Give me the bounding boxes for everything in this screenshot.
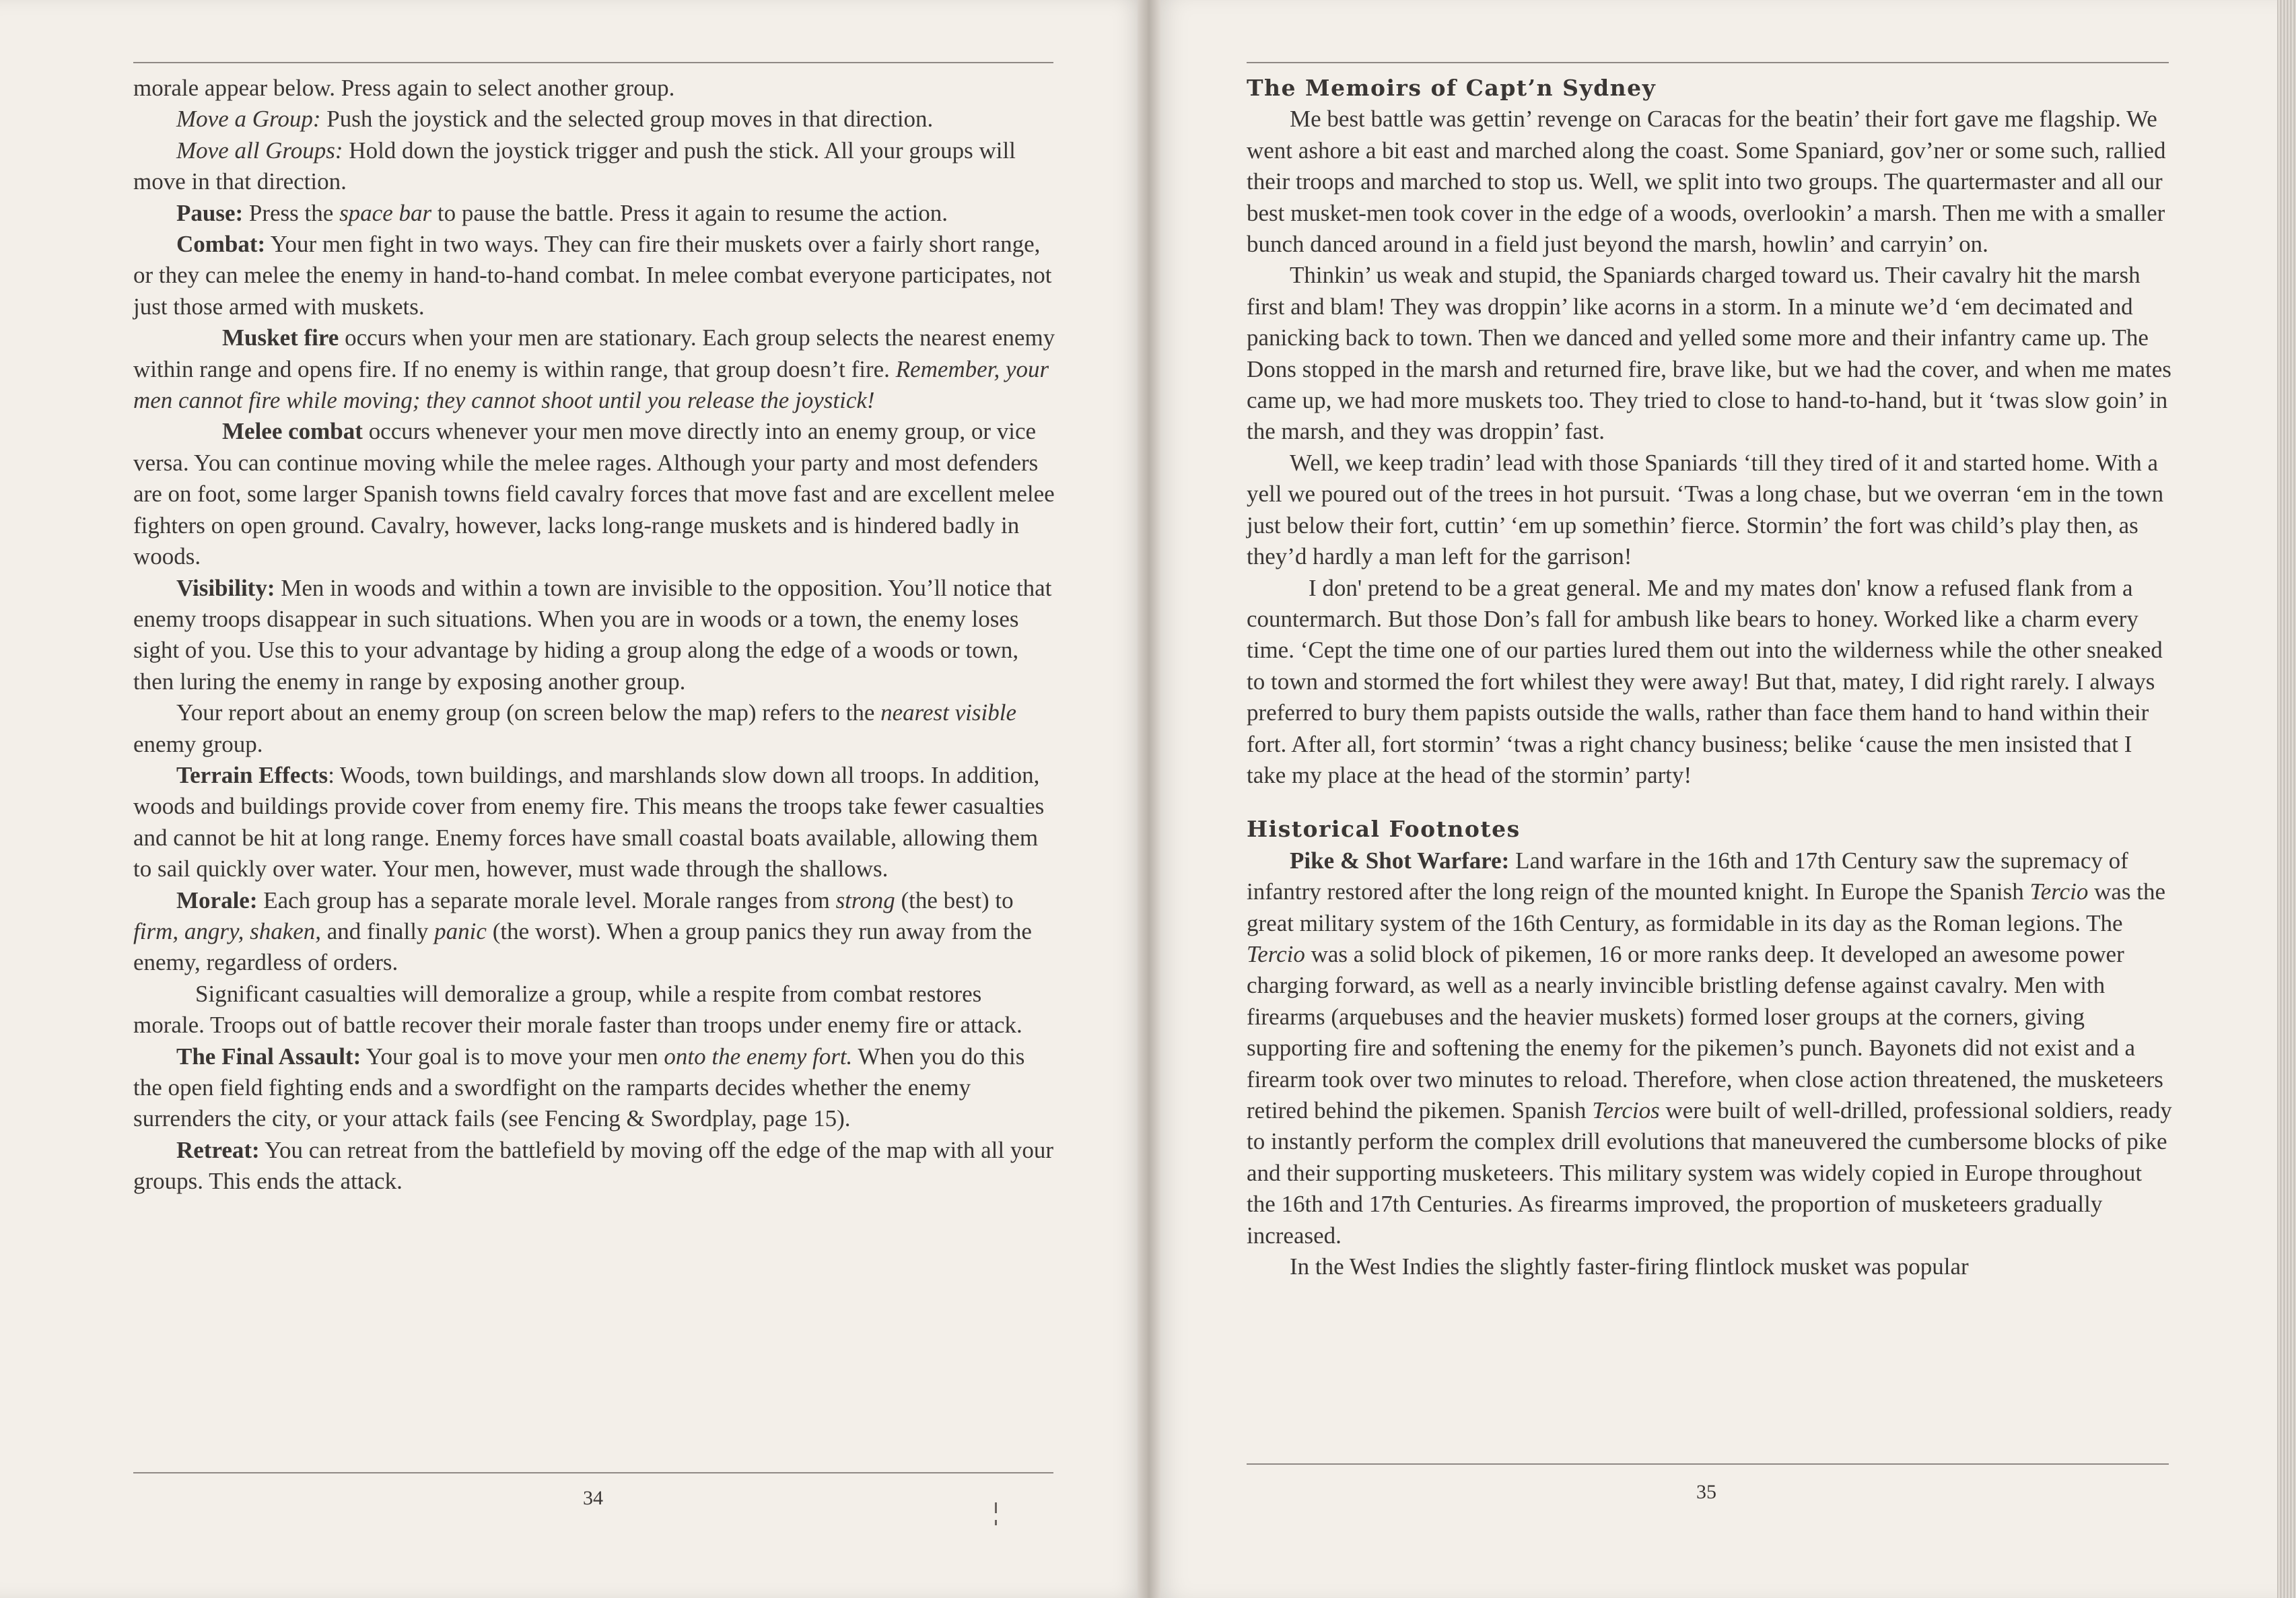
italic-text: Move a Group: <box>176 106 321 133</box>
bold-term: Visibility: <box>176 574 275 601</box>
text-run: enemy group. <box>133 730 263 757</box>
paragraph <box>133 73 1057 104</box>
paragraph <box>1247 104 2174 260</box>
italic-text: Tercio <box>2029 878 2089 905</box>
left-text-column <box>133 73 1057 1197</box>
paragraph <box>133 885 1057 979</box>
paragraph <box>1247 260 2174 447</box>
footnotes-heading: Historical Footnotes <box>1247 816 1521 843</box>
paragraph <box>133 573 1057 698</box>
paragraph <box>133 760 1057 885</box>
italic-text: Move all Groups: <box>176 137 343 164</box>
text-run: Well, we keep tradin’ lead with those Spaniards ‘till they tired of it and started home. With a yell we poured out of the trees in hot pursuit. ‘Twas a long chase, but we overran ‘em in the town just below their fort, cuttin’ ‘em up somethin’ fierce. Stormin’ the fort was child’s play then, as they’d hardly a man left for the garrison! <box>1247 449 2164 570</box>
text-run: : Woods, town buildings, and marshlands slow down all troops. In addition, woods and buildings provide cover from enemy fire. This means the troops take fewer casualties and cannot be hit at long range. Enemy forces have small coastal boats available, allowing them to sail quickly over water. Your men, however, must wade through the shallows. <box>133 761 1045 882</box>
italic-text: onto the enemy fort. <box>664 1043 853 1070</box>
text-run: Press the <box>243 199 340 226</box>
right-bottom-rule <box>1247 1463 2169 1465</box>
bold-term: Morale: <box>176 887 258 913</box>
paragraph <box>133 1135 1057 1197</box>
text-run: Your goal is to move your men <box>361 1043 664 1070</box>
text-run: Hold down the joystick trigger and push the stick. All your groups will move in that direction. <box>133 137 1016 195</box>
footnotes-body <box>1247 845 2174 1283</box>
text-run: Significant casualties will demoralize a group, while a respite from combat restores morale. Troops out of battle recover their morale faster than troops under enemy fire or attack. <box>133 980 1022 1039</box>
page-number-right: 35 <box>1696 1481 1716 1503</box>
paragraph <box>133 1041 1057 1135</box>
paragraph <box>133 697 1057 760</box>
text-run: morale appear below. Press again to select another group. <box>133 75 675 101</box>
text-run: Your men fight in two ways. They can fire their muskets over a fairly short range, or they can melee the enemy in hand-to-hand combat. In melee combat everyone participates, not just those armed with muskets. <box>133 231 1052 320</box>
page-edges <box>2277 0 2296 1598</box>
text-run: Thinkin’ us weak and stupid, the Spaniards charged toward us. Their cavalry hit the marsh first and blam! They was droppin’ like acorns in a storm. In a minute we’d ‘em decimated and panicking back to town. Then we danced and yelled some more and their infantry came up. The Dons stopped in the marsh and returned fire, brave like, but we had the cover, and when me mates came up, we had more muskets too. They tried to close to hand-to-hand, but it ‘twas slow goin’ in the marsh, and they was droppin’ fast. <box>1247 262 2171 445</box>
bold-term: Terrain Effects <box>176 761 328 788</box>
text-run: Push the joystick and the selected group moves in that direction. <box>320 106 934 133</box>
paragraph <box>133 104 1057 135</box>
text-run: was the great military system of the 16th Century, as formidable in its day as the Roman legions. The <box>1247 878 2166 936</box>
right-text-column <box>1247 73 2174 1282</box>
text-run: When you do this the open field fighting ends and a swordfight on the ramparts decides whether the enemy surrenders the city, or your attack fails (see Fencing & Swordplay, page 15). <box>133 1043 1025 1132</box>
text-run: Your report about an enemy group (on screen below the map) refers to the <box>176 699 881 726</box>
bold-term: Retreat: <box>176 1136 260 1163</box>
text-run: Land warfare in the 16th and 17th Century saw the supremacy of infantry restored after the long reign of the mounted knight. In Europe the Spanish <box>1247 847 2128 905</box>
memoir-heading: The Memoirs of Capt’n Sydney <box>1247 75 1657 101</box>
text-run: occurs when your men are stationary. Each group selects the nearest enemy within range and opens fire. If no enemy is within range, that group doesn’t fire. <box>133 324 1055 382</box>
left-top-rule <box>133 62 1053 63</box>
paragraph <box>133 198 1057 229</box>
italic-text: space bar <box>339 199 432 226</box>
italic-text: panic <box>434 917 487 944</box>
paragraph <box>133 979 1057 1041</box>
book-gutter <box>1138 0 1160 1598</box>
bold-term: Pike & Shot Warfare: <box>1290 847 1510 874</box>
text-run: Men in woods and within a town are invisible to the opposition. You’ll notice that enemy troops disappear in such situations. When you are in woods or a town, the enemy loses sight of you. Use this to your advantage by hiding a group along the edge of a woods or town, then luring the enemy in range by exposing another group. <box>133 574 1052 695</box>
italic-text: Tercio <box>1247 940 1305 967</box>
text-run: were built of well-drilled, professional soldiers, ready to instantly perform the complex drill evolutions that maneuvered the cumbersome blocks of pike and their supporting musketeers. This military system was widely copied in Europe throughout the 16th and 17th Centuries. As firearms improved, the proportion of musketeers gradually increased. <box>1247 1097 2172 1249</box>
paragraph <box>133 135 1057 198</box>
paragraph <box>1247 845 2174 1251</box>
text-run: occurs whenever your men move directly into an enemy group, or vice versa. You can continue moving while the melee rages. Although your party and most defenders are on foot, some larger Spanish towns field cavalry forces that move fast and are excellent melee fighters on open ground. Cavalry, however, lacks long-range muskets and is hindered badly in woods. <box>133 418 1055 570</box>
italic-text: Tercios <box>1592 1097 1660 1123</box>
italic-text: Remember, your men cannot fire while moving; they cannot shoot until you release the joystick! <box>133 355 1049 414</box>
text-run: Me best battle was gettin’ revenge on Caracas for the beatin’ their fort gave me flagship. We went ashore a bit east and marched along the coast. Some Spaniard, gov’ner or some such, rallied their troops and marched to stop us. Well, we split into two groups. The quartermaster and all our best musket-men took cover in the edge of a woods, overlookin’ a marsh. Then me with a smaller bunch danced around in a field just beyond the marsh, howlin’ and carryin’ on. <box>1247 106 2166 258</box>
paragraph <box>1247 573 2174 792</box>
bold-term: The Final Assault: <box>176 1043 361 1070</box>
paragraph <box>1247 448 2174 573</box>
italic-text: firm, angry, shaken, <box>133 917 322 944</box>
paragraph <box>133 229 1057 322</box>
stray-mark <box>995 1520 997 1525</box>
text-run: to pause the battle. Press it again to resume the action. <box>431 199 948 226</box>
page-number-left: 34 <box>583 1487 603 1509</box>
text-run: and finally <box>321 917 435 944</box>
right-top-rule <box>1247 62 2169 63</box>
bold-term: Musket fire <box>222 324 339 351</box>
paragraph <box>133 322 1057 416</box>
text-run: I don' pretend to be a great general. Me and my mates don' know a refused flank from a countermarch. But those Don’s fall for ambush like bears to honey. Worked like a charm every time. ‘Cept the time one of our parties lured them out into the wilderness while the other sneaked to town and stormed the fort whilest they were away! But that, matey, I did right rarely. I always preferred to bury them papists outside the walls, rather than face them hand to hand within their fort. After all, fort stormin’ ‘twas a right chancy business; belike ‘cause the men insisted that I take my place at the head of the stormin’ party! <box>1247 574 2163 788</box>
text-run: Each group has a separate morale level. Morale ranges from <box>257 887 836 913</box>
bold-term: Combat: <box>176 231 266 258</box>
section-gap <box>1247 791 2174 814</box>
text-run: (the best) to <box>895 887 1014 913</box>
text-run: In the West Indies the slightly faster-firing flintlock musket was popular <box>1290 1253 1969 1280</box>
text-run: You can retreat from the battlefield by moving off the edge of the map with all your groups. This ends the attack. <box>133 1136 1054 1195</box>
paragraph <box>133 416 1057 572</box>
text-run: was a solid block of pikemen, 16 or more ranks deep. It developed an awesome power charging forward, as well as a nearly invincible bristling defense against cavalry. Men with firearms (arquebuses and the heavier muskets) formed loser groups at the corners, giving supporting fire and softening the enemy for the pikemen’s punch. Bayonets did not exist and a firearm took over two minutes to reload. Therefore, when close action threatened, the musketeers retired behind the pikemen. Spanish <box>1247 940 2163 1123</box>
left-bottom-rule <box>133 1472 1053 1473</box>
bold-term: Pause: <box>176 199 244 226</box>
italic-text: nearest visible <box>880 699 1016 726</box>
paragraph <box>1247 1251 2174 1282</box>
bold-term: Melee combat <box>222 418 363 445</box>
stray-mark <box>995 1502 997 1513</box>
text-run: (the worst). When a group panics they run away from the enemy, regardless of orders. <box>133 917 1032 976</box>
memoir-body <box>1247 104 2174 791</box>
italic-text: strong <box>835 887 895 913</box>
